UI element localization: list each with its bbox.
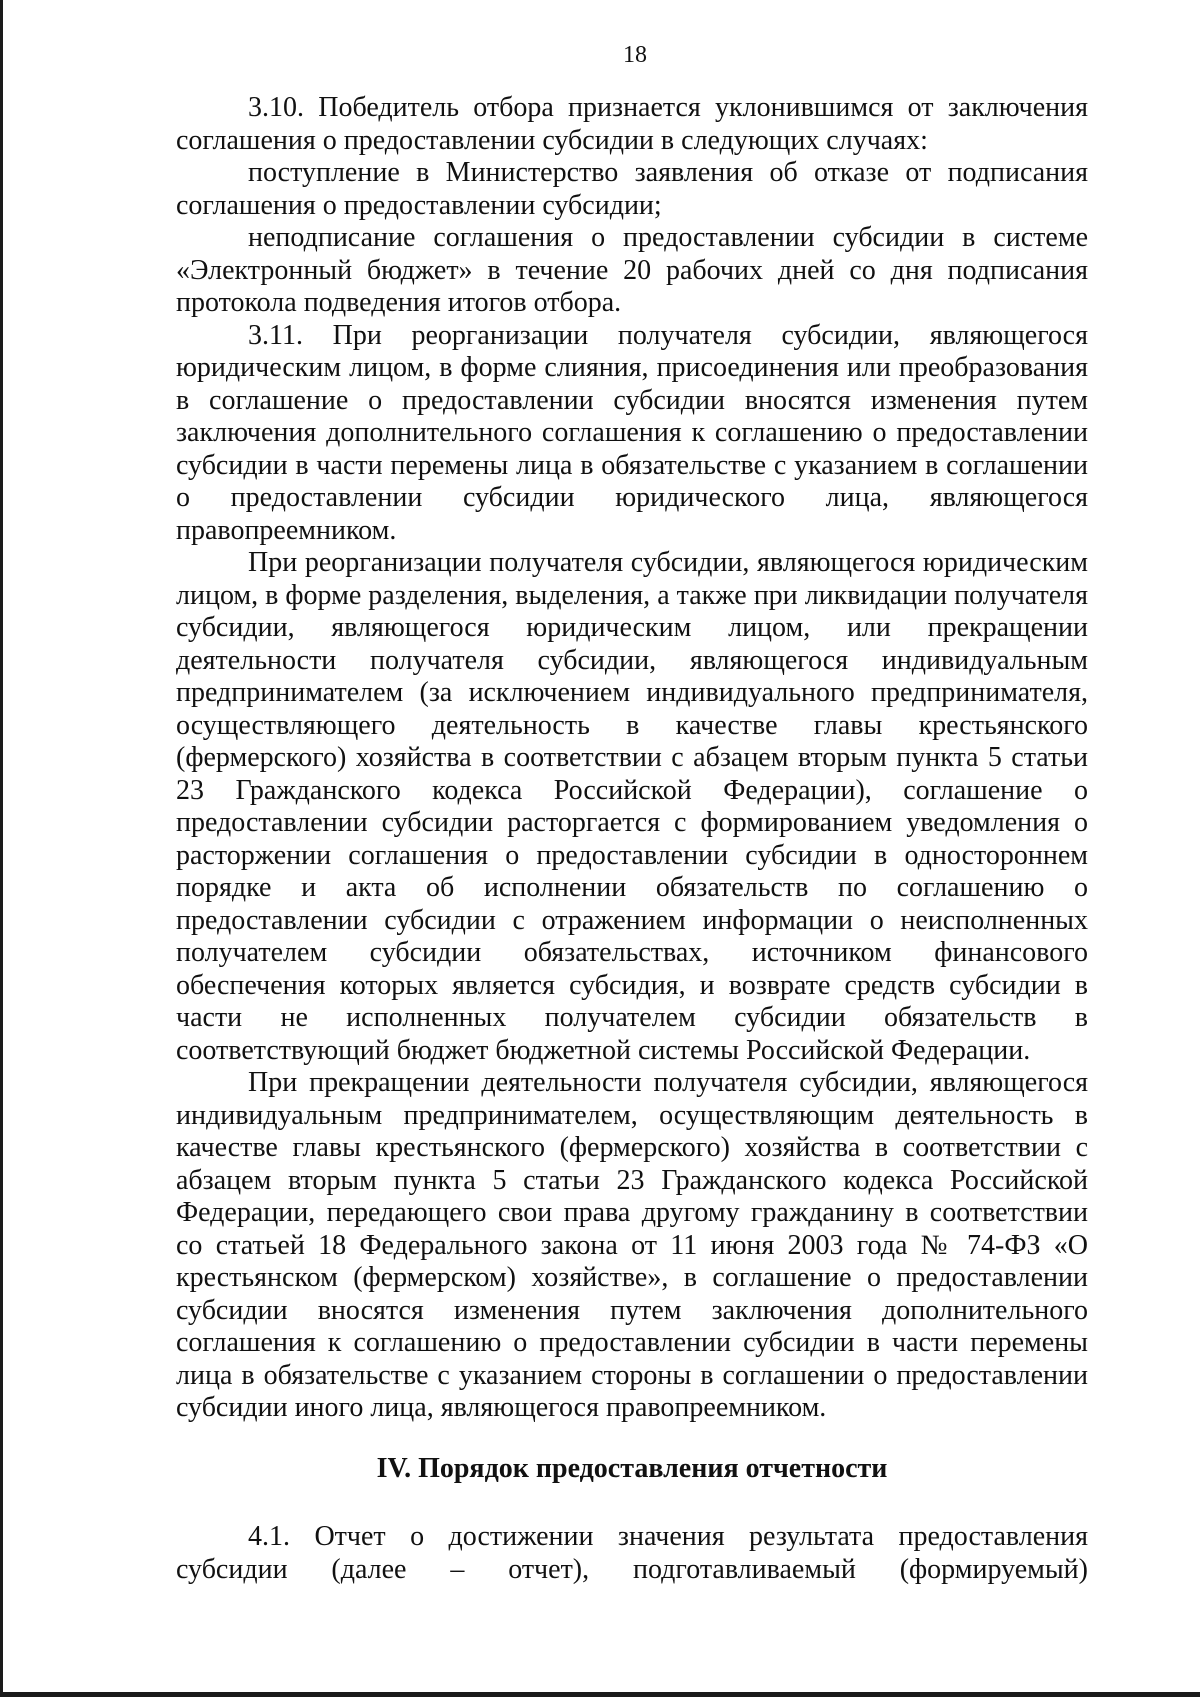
paragraph-case-refusal: поступление в Министерство заявления об отказе от подписания соглашения о предоставлении субсидии;	[176, 157, 1088, 221]
paragraph-3-10: 3.10. Победитель отбора признается уклонившимся от заключения соглашения о предоставлении субсидии в следующих случаях:	[176, 92, 1088, 156]
paragraph-case-unsigned: неподписание соглашения о предоставлении субсидии в системе «Электронный бюджет» в течение 20 рабочих дней со дня подписания протокола подведения итогов отбора.	[176, 222, 1088, 318]
scan-edge-bottom	[0, 1692, 1200, 1697]
paragraph-4-1: 4.1. Отчет о достижении значения результата предоставления субсидии (далее – отчет), подготавливаемый (формируемый)	[176, 1521, 1088, 1585]
paragraph-farm-head-termination: При прекращении деятельности получателя субсидии, являющегося индивидуальным предпринимателем, осуществляющим деятельность в качестве главы крестьянского (фермерского) хозяйства в соответствии с абзацем вторым пункта 5 статьи 23 Гражданского кодекса Российской Федерации, передающего свои права другому гражданину в соответствии со статьей 18 Федерального закона от 11 июня 2003 года № 74-ФЗ «О крестьянском (фермерском) хозяйстве», в соглашение о предоставлении субсидии вносятся изменения путем заключения дополнительного соглашения к соглашению о предоставлении субсидии в части перемены лица в обязательстве с указанием стороны в соглашении о предоставлении субсидии иного лица, являющегося правопреемником.	[176, 1067, 1088, 1423]
scan-edge-left	[0, 0, 3, 1697]
paragraph-reorganization-separation: При реорганизации получателя субсидии, являющегося юридическим лицом, в форме разделения, выделения, а также при ликвидации получателя субсидии, являющегося юридическим лицом, или прекращении деятельности получателя субсидии, являющегося индивидуальным предпринимателем (за исключением индивидуального предпринимателя, осуществляющего деятельность в качестве главы крестьянского (фермерского) хозяйства в соответствии с абзацем вторым пункта 5 статьи 23 Гражданского кодекса Российской Федерации), соглашение о предоставлении субсидии расторгается с формированием уведомления о расторжении соглашения о предоставлении субсидии в одностороннем порядке и акта об исполнении обязательств по соглашению о предоставлении субсидии с отражением информации о неисполненных получателем субсидии обязательствах, источником финансового обеспечения которых является субсидия, и возврате средств субсидии в части не исполненных получателем субсидии обязательств в соответствующий бюджет бюджетной системы Российской Федерации.	[176, 547, 1088, 1066]
section-heading: IV. Порядок предоставления отчетности	[376, 1452, 888, 1484]
paragraph-3-11: 3.11. При реорганизации получателя субсидии, являющегося юридическим лицом, в форме слияния, присоединения или преобразования в соглашение о предоставлении субсидии вносятся изменения путем заключения дополнительного соглашения к соглашению о предоставлении субсидии в части перемены лица в обязательстве с указанием в соглашении о предоставлении субсидии юридического лица, являющегося правопреемником.	[176, 319, 1088, 546]
document-body	[176, 92, 1088, 1586]
page-number: 18	[623, 42, 647, 68]
